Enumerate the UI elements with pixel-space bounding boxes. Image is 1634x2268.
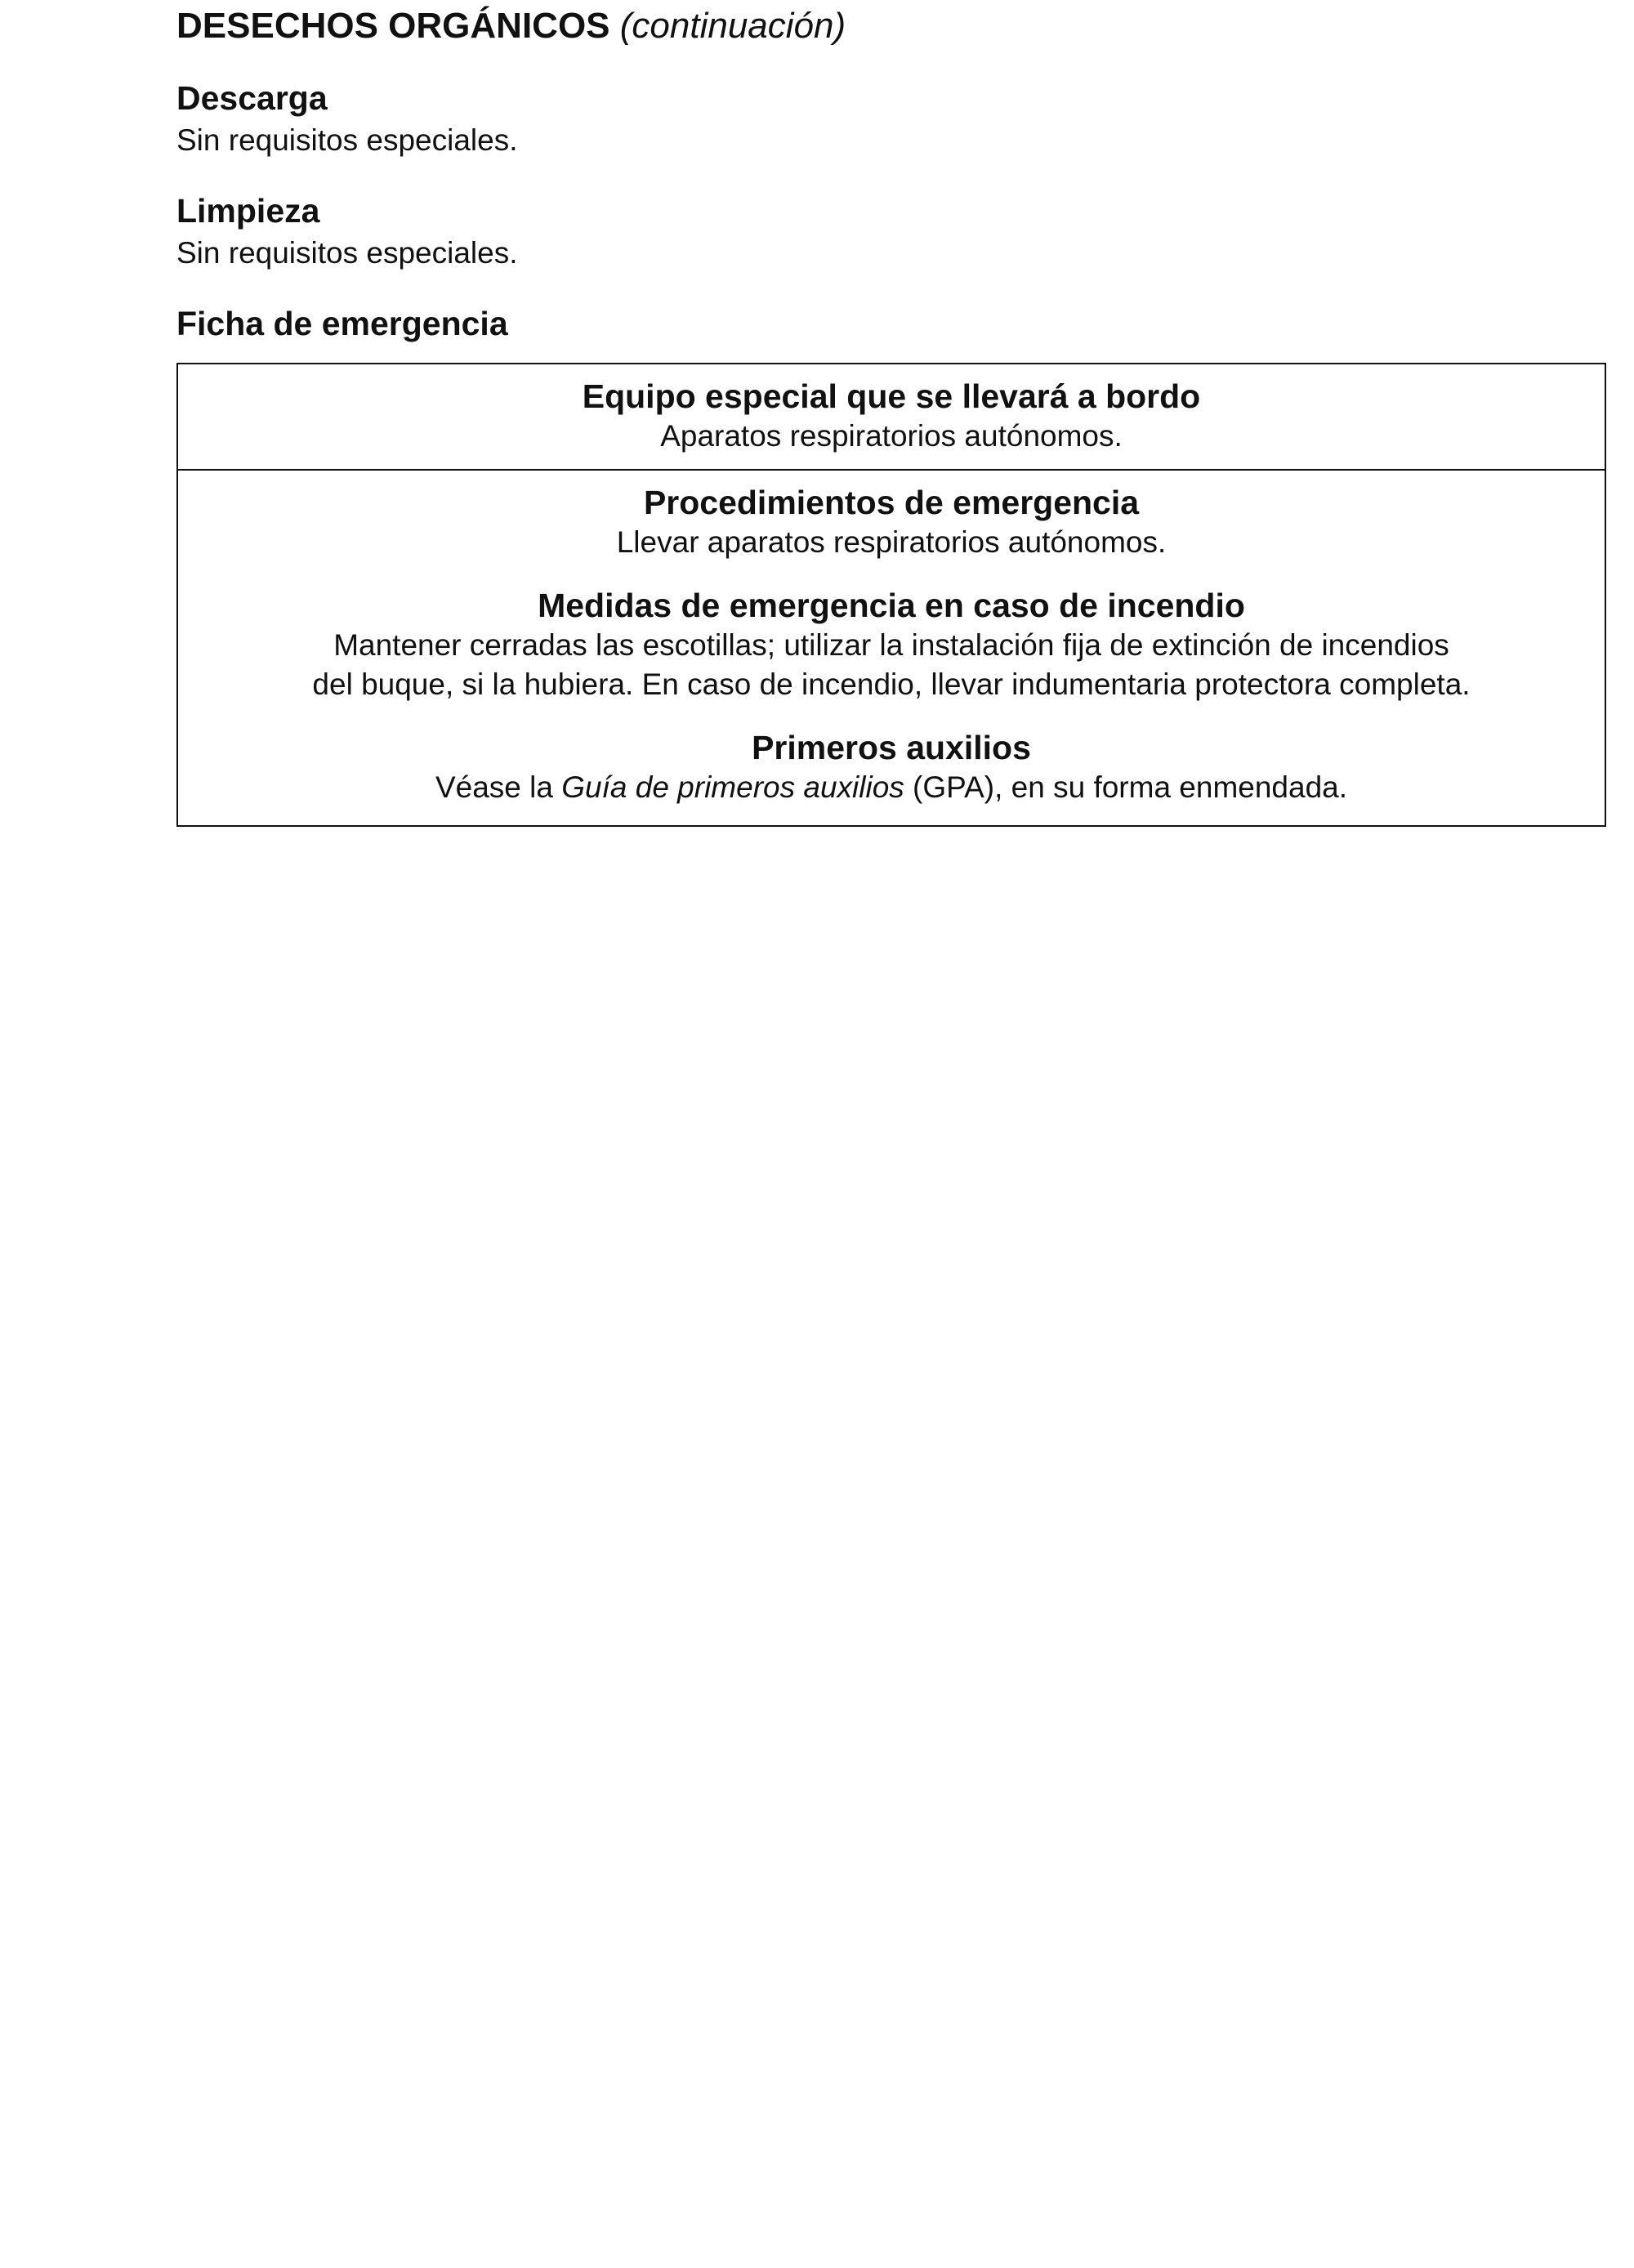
text-incendio-line1: Mantener cerradas las escotillas; utilizar la instalación fija de extinción de incendios [333, 628, 1449, 662]
section-ficha-emergencia [176, 304, 1608, 827]
block-procedimientos [178, 469, 1605, 825]
text-equipo-especial: Aparatos respiratorios autónomos. [660, 419, 1123, 453]
section-heading-ficha: Ficha de emergencia [176, 305, 508, 342]
text-procedimientos: Llevar aparatos respiratorios autónomos. [616, 525, 1167, 559]
section-heading-descarga: Descarga [176, 79, 328, 117]
auxilios-guide-title: Guía de primeros auxilios [561, 770, 904, 804]
sub-procedimientos [194, 482, 1588, 562]
emergency-box [176, 363, 1606, 827]
heading-primeros-auxilios: Primeros auxilios [752, 729, 1031, 766]
sub-primeros-auxilios [194, 727, 1588, 807]
section-heading-limpieza: Limpieza [176, 192, 320, 230]
section-limpieza [176, 191, 1608, 273]
sub-incendio [194, 585, 1588, 704]
document-page [176, 0, 1608, 827]
document-title [176, 0, 1608, 47]
auxilios-text-before: Véase la [435, 770, 562, 804]
heading-incendio: Medidas de emergencia en caso de incendio [538, 587, 1245, 624]
block-equipo-especial [178, 364, 1605, 469]
auxilios-text-after: (GPA), en su forma enmendada. [904, 770, 1348, 804]
text-incendio-line2: del buque, si la hubiera. En caso de incendio, llevar indumentaria protectora completa. [312, 667, 1471, 701]
title-main: DESECHOS ORGÁNICOS [176, 6, 610, 46]
title-continuation: (continuación) [619, 6, 846, 46]
section-text-limpieza: Sin requisitos especiales. [176, 236, 518, 270]
heading-procedimientos: Procedimientos de emergencia [643, 484, 1140, 521]
heading-equipo-especial: Equipo especial que se llevará a bordo [582, 377, 1201, 415]
section-text-descarga: Sin requisitos especiales. [176, 123, 518, 157]
section-descarga [176, 78, 1608, 160]
text-primeros-auxilios [194, 768, 1588, 807]
